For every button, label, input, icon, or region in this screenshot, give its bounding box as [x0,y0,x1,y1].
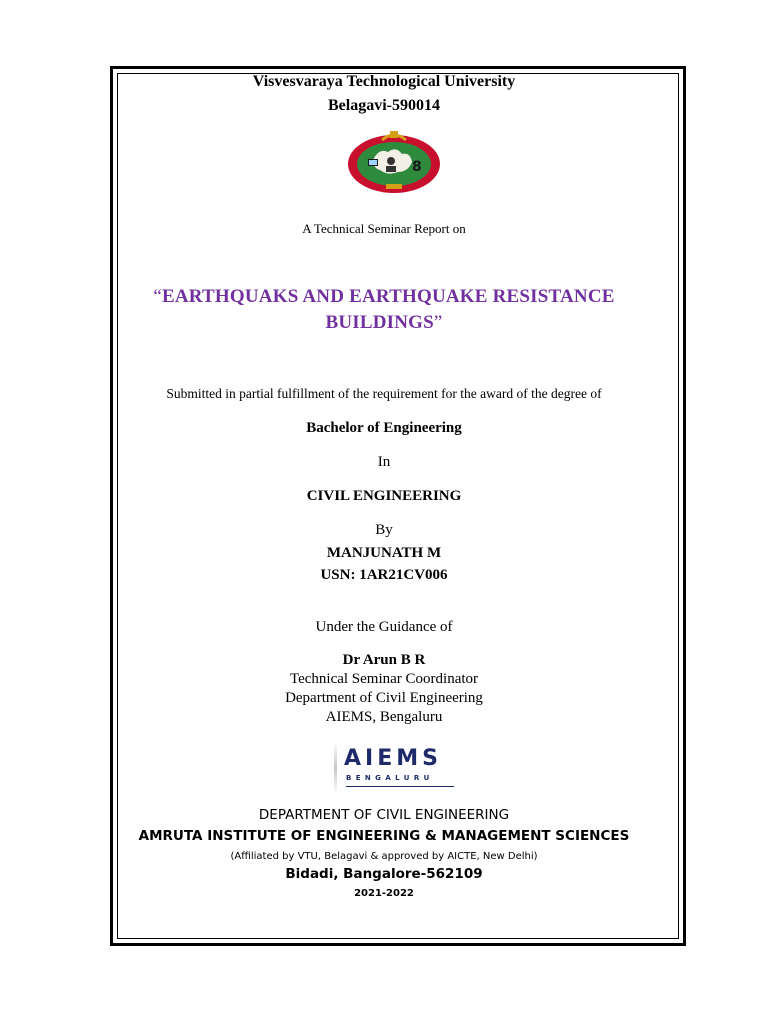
branch: CIVIL ENGINEERING [306,488,462,504]
college-address: Bidadi, Bangalore-562109 [285,866,483,882]
guidance-label: Under the Guidance of [315,619,453,635]
close-quote: ” [433,312,443,333]
logo-name: AIEMS [344,746,442,771]
logo-divider [334,742,337,794]
guide-designation: Technical Seminar Coordinator [289,671,479,687]
title-text-line2: BUILDINGS [325,312,434,333]
degree: Bachelor of Engineering [306,420,462,436]
svg-text:8: 8 [412,159,422,175]
affiliation: (Affiliated by VTU, Belagavi & approved by AICTE, New Delhi) [230,851,538,862]
in-label: In [377,454,391,470]
university-location: Belagavi-590014 [328,97,440,114]
open-quote: “ [153,286,162,307]
submission-statement: Submitted in partial fulfillment of the requirement for the award of the degree of [166,386,602,401]
guide-name: Dr Arun B R [342,652,426,668]
college-name: AMRUTA INSTITUTE OF ENGINEERING & MANAGEMENT SCIENCES [138,828,630,844]
university-seal-icon [346,128,442,194]
footer-department: DEPARTMENT OF CIVIL ENGINEERING [258,807,510,823]
title-text-line1: EARTHQUAKS AND EARTHQUAKE RESISTANCE [162,286,615,307]
logo-underline [346,786,454,787]
university-name: Visvesvaraya Technological University [252,73,516,90]
aiems-logo [334,742,458,794]
by-label: By [375,522,393,538]
student-usn: USN: 1AR21CV006 [320,567,448,583]
report-title-line1 [0,286,768,308]
logo-city: BENGALURU [346,774,434,782]
guide-institute: AIEMS, Bengaluru [325,709,443,725]
academic-year: 2021-2022 [354,888,414,899]
guide-department: Department of Civil Engineering [285,690,483,706]
report-title-line2 [0,312,768,334]
student-name: MANJUNATH M [326,545,442,561]
report-type: A Technical Seminar Report on [302,221,466,236]
